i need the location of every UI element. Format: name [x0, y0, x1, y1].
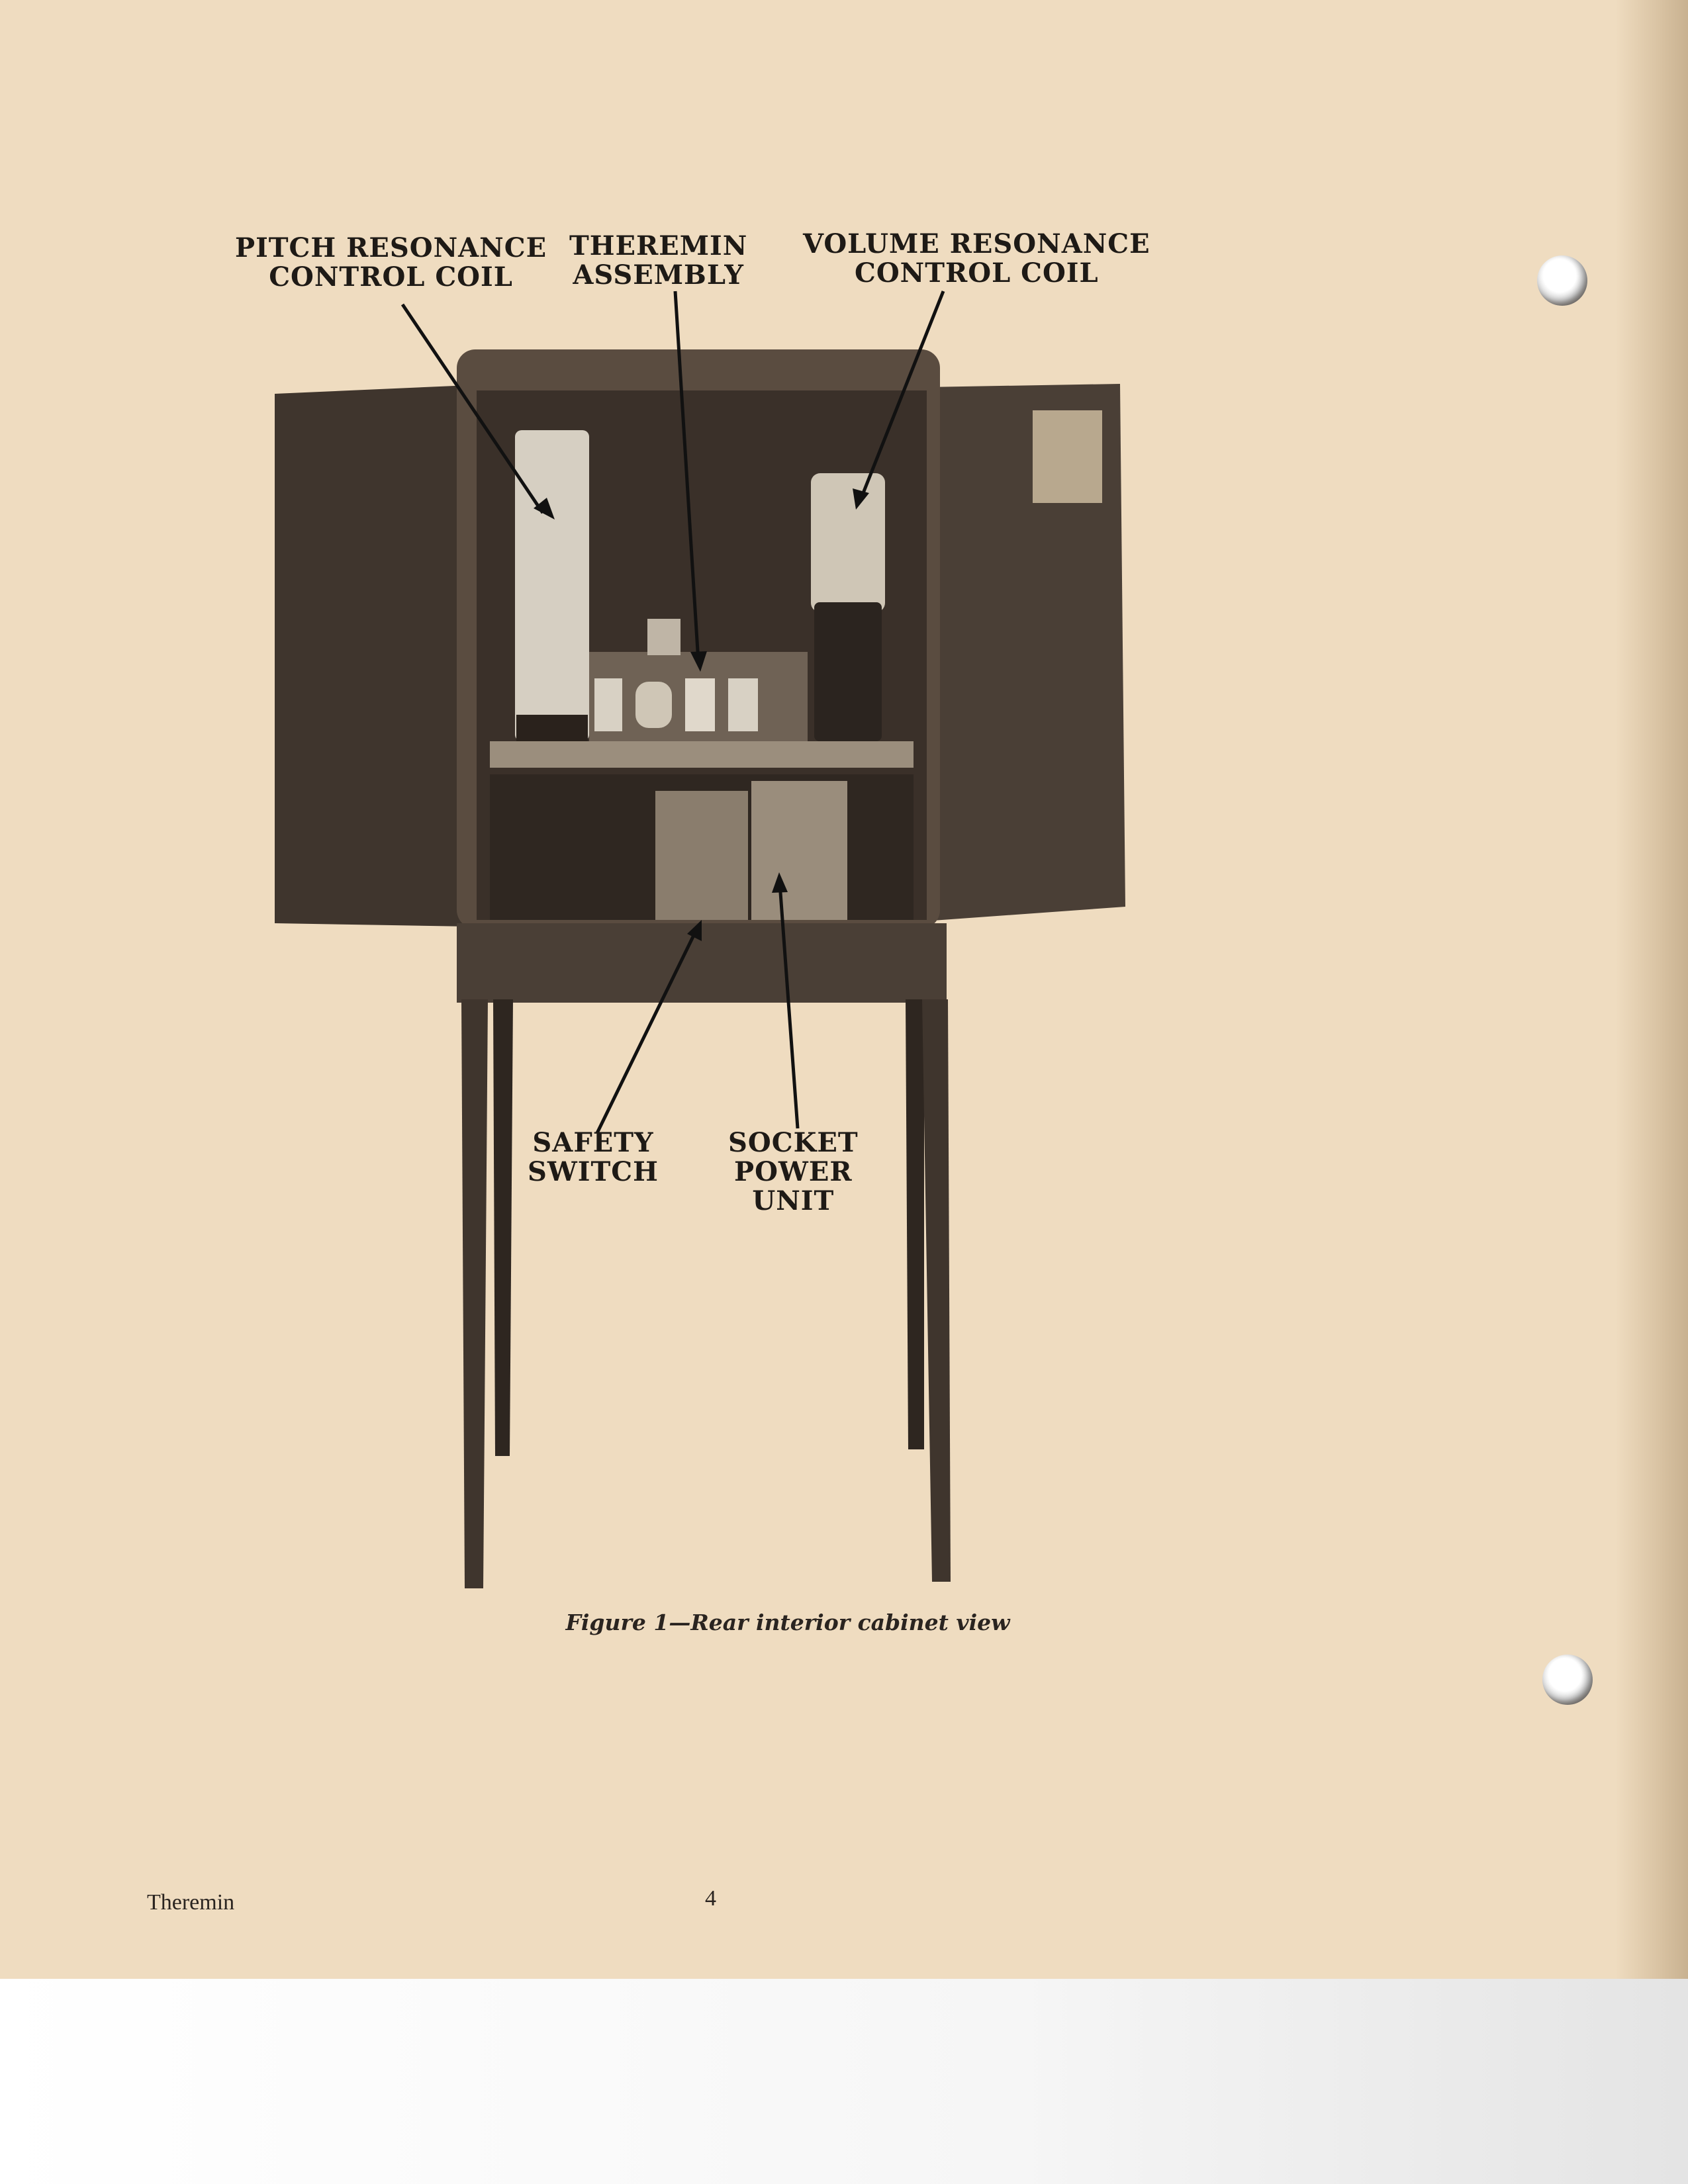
cabinet-door-label	[1033, 410, 1102, 503]
callout-pitch-coil: PITCH RESONANCE CONTROL COIL	[235, 232, 547, 293]
leg-front-left	[461, 999, 488, 1588]
leg-front-right	[922, 999, 951, 1582]
socket-power-unit	[751, 781, 847, 920]
callout-socket-power-unit: SOCKET POWER UNIT	[728, 1127, 859, 1216]
figure-caption: Figure 1—Rear interior cabinet view	[565, 1610, 1010, 1635]
page-number: 4	[705, 1886, 716, 1911]
chassis-shelf	[490, 741, 914, 768]
volume-coil	[811, 473, 885, 612]
volume-coil-base	[814, 602, 882, 741]
callout-theremin-assembly: THEREMIN ASSEMBLY	[569, 230, 748, 291]
callout-safety-switch: SAFETY SWITCH	[528, 1127, 659, 1187]
scan-background	[0, 1979, 1688, 2184]
pitch-coil	[515, 430, 589, 741]
assembly-tube-2	[635, 682, 672, 728]
callout-volume-coil: VOLUME RESONANCE CONTROL COIL	[803, 228, 1150, 289]
cabinet-left-door	[275, 385, 470, 927]
assembly-tube-3	[685, 678, 715, 731]
safety-switch-unit	[655, 791, 748, 920]
leg-back-left	[493, 999, 513, 1456]
footer-title: Theremin	[147, 1890, 235, 1915]
assembly-tube-1	[594, 678, 622, 731]
assembly-tube-4	[728, 678, 758, 731]
pitch-coil-base	[516, 715, 588, 745]
leg-back-right	[906, 999, 924, 1449]
assembly-transformer	[647, 619, 680, 655]
